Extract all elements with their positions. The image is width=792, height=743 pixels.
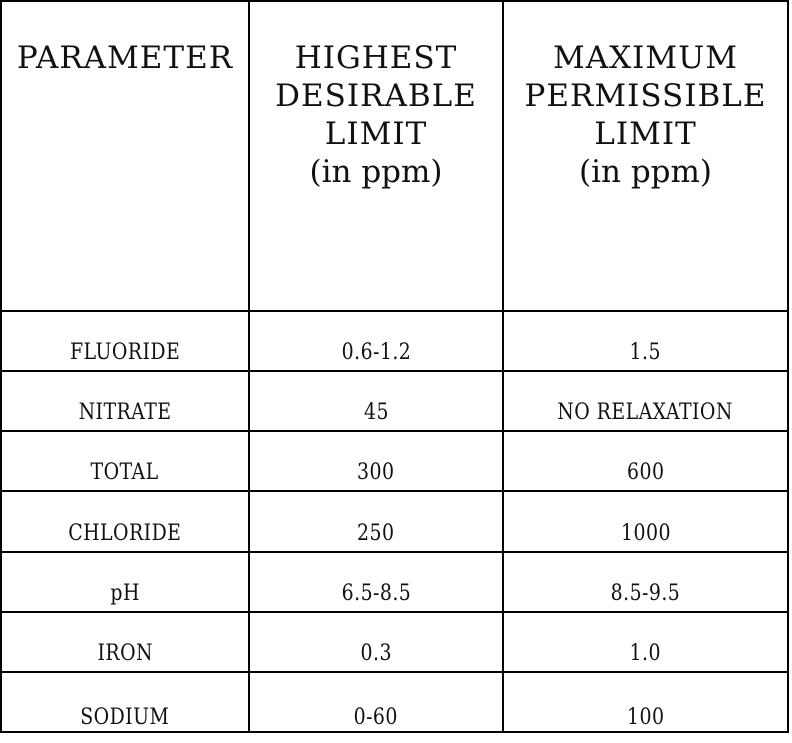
desirable-limit-value: 45 bbox=[363, 400, 389, 426]
table-header-row bbox=[1, 1, 788, 311]
table-row bbox=[1, 552, 788, 612]
desirable-limit-value: 250 bbox=[357, 520, 395, 546]
permissible-limit-value: NO RELAXATION bbox=[557, 400, 734, 426]
header-permissible-line-3: LIMIT bbox=[594, 116, 697, 152]
parameter-value: IRON bbox=[97, 640, 153, 666]
permissible-limit-value: 8.5-9.5 bbox=[610, 580, 681, 606]
parameter-cell bbox=[1, 552, 249, 612]
parameter-value: TOTAL bbox=[90, 460, 160, 486]
table-row bbox=[1, 371, 788, 431]
desirable-limit-value: 0.3 bbox=[360, 640, 392, 666]
parameter-cell bbox=[1, 672, 249, 732]
desirable-limit-cell bbox=[249, 491, 503, 551]
parameter-value: FLUORIDE bbox=[69, 340, 181, 366]
parameter-value: SODIUM bbox=[80, 705, 170, 730]
permissible-limit-cell bbox=[503, 491, 788, 551]
table-row bbox=[1, 431, 788, 491]
table-row bbox=[1, 491, 788, 551]
header-parameter-line: PARAMETER bbox=[16, 40, 234, 76]
permissible-limit-cell bbox=[503, 371, 788, 431]
permissible-limit-cell bbox=[503, 431, 788, 491]
desirable-limit-cell bbox=[249, 311, 503, 371]
permissible-limit-cell bbox=[503, 672, 788, 732]
parameter-cell bbox=[1, 431, 249, 491]
table-row bbox=[1, 672, 788, 732]
parameter-value: NITRATE bbox=[78, 400, 172, 426]
desirable-limit-cell bbox=[249, 612, 503, 672]
parameter-cell bbox=[1, 491, 249, 551]
permissible-limit-value: 1000 bbox=[620, 520, 671, 546]
header-parameter bbox=[1, 1, 249, 311]
header-permissible-unit: (in ppm) bbox=[578, 154, 712, 190]
header-permissible-line-1: MAXIMUM bbox=[552, 40, 739, 76]
desirable-limit-value: 300 bbox=[357, 460, 395, 486]
desirable-limit-cell bbox=[249, 371, 503, 431]
table-row bbox=[1, 311, 788, 371]
desirable-limit-cell bbox=[249, 552, 503, 612]
permissible-limit-value: 100 bbox=[626, 705, 665, 730]
parameter-value: pH bbox=[110, 580, 140, 606]
permissible-limit-cell bbox=[503, 552, 788, 612]
desirable-limit-cell bbox=[249, 431, 503, 491]
parameter-cell bbox=[1, 311, 249, 371]
header-desirable-unit: (in ppm) bbox=[309, 154, 443, 190]
header-highest-desirable-limit bbox=[249, 1, 503, 311]
permissible-limit-cell bbox=[503, 612, 788, 672]
desirable-limit-value: 0-60 bbox=[353, 705, 399, 730]
desirable-limit-cell bbox=[249, 672, 503, 732]
parameter-value: CHLORIDE bbox=[68, 520, 182, 546]
desirable-limit-value: 0.6-1.2 bbox=[341, 340, 411, 366]
desirable-limit-value: 6.5-8.5 bbox=[341, 580, 411, 606]
header-desirable-line-1: HIGHEST bbox=[294, 40, 458, 76]
header-desirable-line-2: DESIRABLE bbox=[275, 78, 477, 114]
parameter-cell bbox=[1, 371, 249, 431]
parameter-cell bbox=[1, 612, 249, 672]
header-desirable-line-3: LIMIT bbox=[324, 116, 428, 152]
permissible-limit-cell bbox=[503, 311, 788, 371]
table-row bbox=[1, 612, 788, 672]
permissible-limit-value: 1.0 bbox=[629, 640, 662, 666]
header-maximum-permissible-limit bbox=[503, 1, 788, 311]
permissible-limit-value: 1.5 bbox=[629, 340, 662, 366]
header-permissible-line-2: PERMISSIBLE bbox=[524, 78, 767, 114]
permissible-limit-value: 600 bbox=[626, 460, 665, 486]
